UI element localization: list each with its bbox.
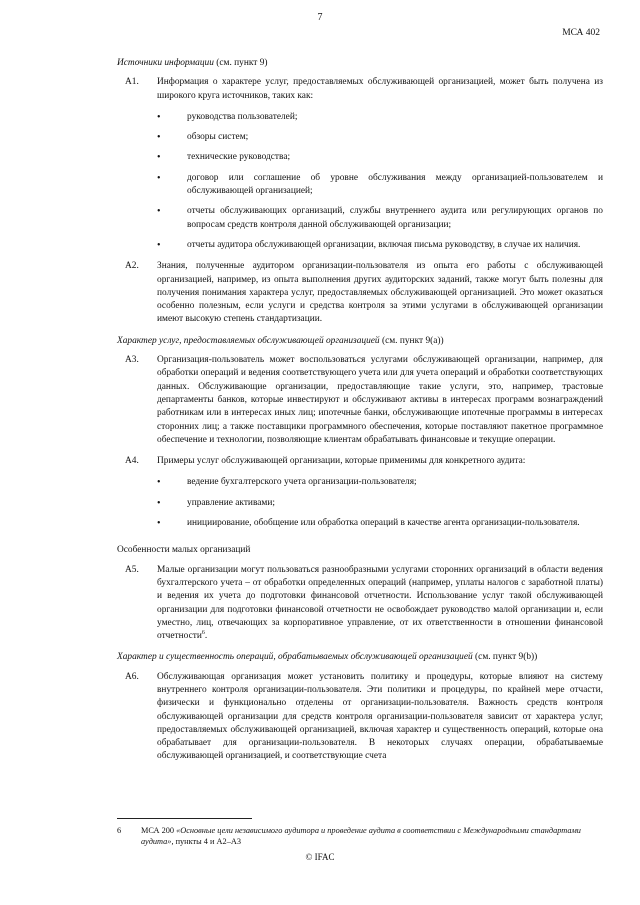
bullet-icon: • [157, 518, 161, 530]
list-item: • технические руководства; [157, 152, 291, 164]
list-item: • ведение бухгалтерского учета организации-пользователя; [157, 477, 417, 489]
bullet-icon: • [157, 477, 161, 489]
bullet-icon: • [157, 206, 161, 218]
bullet-list [157, 111, 603, 252]
paragraph-number: A2. [125, 261, 139, 272]
paragraph-a1 [117, 76, 603, 103]
paragraph-a5 [117, 564, 603, 644]
footnote-reference[interactable]: 6 [201, 629, 205, 636]
list-item: • отчеты обслуживающих организаций, службы внутреннего аудита или регулирующих органов по вопросам средств контроля данной обслуживающей организации; [157, 205, 603, 232]
section-heading: Характер услуг, предоставляемых обслуживающей организацией (см. пункт 9(a)) [117, 335, 444, 346]
document-code: МСА 402 [562, 28, 600, 38]
paragraph-number: A1. [125, 77, 139, 88]
section-heading: Источники информации (см. пункт 9) [117, 58, 268, 68]
paragraph-text: Организация-пользователь может воспользоваться услугами обслуживающей организации, например, для обработки операций и ведения соответствующего учета или для учета операций и обработки соответствующих данных. Обслуживающие организации, предоставляющие такие услуги, это, например, трастовые департаменты банков, которые инвестируют и обслуживают активы в интересах программ вознаграждений работникам или в интересах иных лиц; ипотечные банки, обслуживающие ипотечные программы в интересах сторонних лиц; а также поставщики программного обеспечения, которые поставляют пакетное программное обеспечение и технологии, позволяющие клиентам обрабатывать финансовые и текущие операции. [157, 355, 603, 445]
paragraph-text: Знания, полученные аудитором организации-пользователя из опыта его работы с обслуживающей организацией, например, из опыта выполнения других аудиторских заданий, также могут быть полезны для получения понимания характера услуг, предоставляемых обслуживающей организацией. Это может оказаться особенно полезным, если услуги и средства контроля за этими услугами в обслуживающей организации имеют высокую степень стандартизации. [157, 261, 603, 325]
section-heading: Характер и существенность операций, обрабатываемых обслуживающей организацией (см. пункт 9(b)) [117, 652, 538, 663]
list-item: • обзоры систем; [157, 132, 249, 144]
paragraph-number: A4. [125, 456, 139, 467]
list-item: • инициирование, обобщение или обработка операций в качестве агента организации-пользователя. [157, 518, 580, 530]
paragraph-text: Обслуживающая организация может установить политику и процедуры, которые влияют на систему внутреннего контроля организации-пользователя. Эти политики и процедуры, по крайней мере отчасти, физически и функционально отделены от организации-пользователя. Важность средств контроля обслуживающей организации для средств контроля организации-пользователя зависит от характера услуг, предоставляемых обслуживающей организацией, включая характер и существенность операций, которые она обрабатывает для организации-пользователя. В некоторых случаях операции, обрабатываемые обслуживающей организацией, и соответствующие счета [157, 671, 603, 762]
list-item: • управление активами; [157, 497, 275, 509]
bullet-icon: • [157, 111, 161, 123]
bullet-icon: • [157, 239, 161, 251]
paragraph-number: A6. [125, 671, 139, 682]
page-number: 7 [317, 12, 323, 23]
paragraph-text: Примеры услуг обслуживающей организации, которые применимы для конкретного аудита: [157, 456, 526, 467]
bullet-list [157, 476, 603, 530]
document-body [117, 50, 603, 772]
bullet-icon: • [157, 152, 161, 164]
list-item: • договор или соглашение об уровне обслуживания между организацией-пользователем и обслуживающей организацией; [157, 172, 603, 199]
page-footer: © IFAC [305, 852, 335, 862]
bullet-icon: • [157, 172, 161, 184]
bullet-icon: • [157, 497, 161, 509]
paragraph-number: A5. [125, 564, 139, 575]
list-item: • руководства пользователей; [157, 111, 298, 123]
paragraph-a4 [117, 455, 603, 468]
paragraph-a6 [117, 671, 603, 764]
paragraph-a2 [117, 260, 603, 326]
section-heading: Особенности малых организаций [117, 545, 251, 556]
paragraph-text: Информация о характере услуг, предоставляемых обслуживающей организацией, может быть получена из широкого круга источников, таких как: [157, 77, 603, 101]
footnote-text: МСА 200 «Основные цели независимого аудитора и проведение аудита в соответствии с Международными стандартами аудита», пункты 4 и A2–A3 [141, 826, 581, 846]
bullet-icon: • [157, 132, 161, 144]
footnote-divider [117, 818, 252, 819]
footnote [117, 825, 603, 847]
paragraph-a3 [117, 354, 603, 447]
footnote-number: 6 [117, 826, 122, 835]
paragraph-text: Малые организации могут пользоваться разнообразными услугами сторонних организаций в области ведения бухгалтерского учета – от обработки определенных операций (например, уплаты налогов с заработной платы) и ведения их учета до подготовки финансовой отчетности. Использование услуг такой обслуживающей организации для подготовки финансовой отчетности не освобождает руководство малой организации и, если уместно, лиц, отвечающих за корпоративное управление, от их ответственности в отношении финансовой отчетности$^6$. [157, 564, 603, 642]
paragraph-number: A3. [125, 355, 139, 366]
list-item: • отчеты аудитора обслуживающей организации, включая письма руководству, в случае их наличия. [157, 239, 581, 251]
